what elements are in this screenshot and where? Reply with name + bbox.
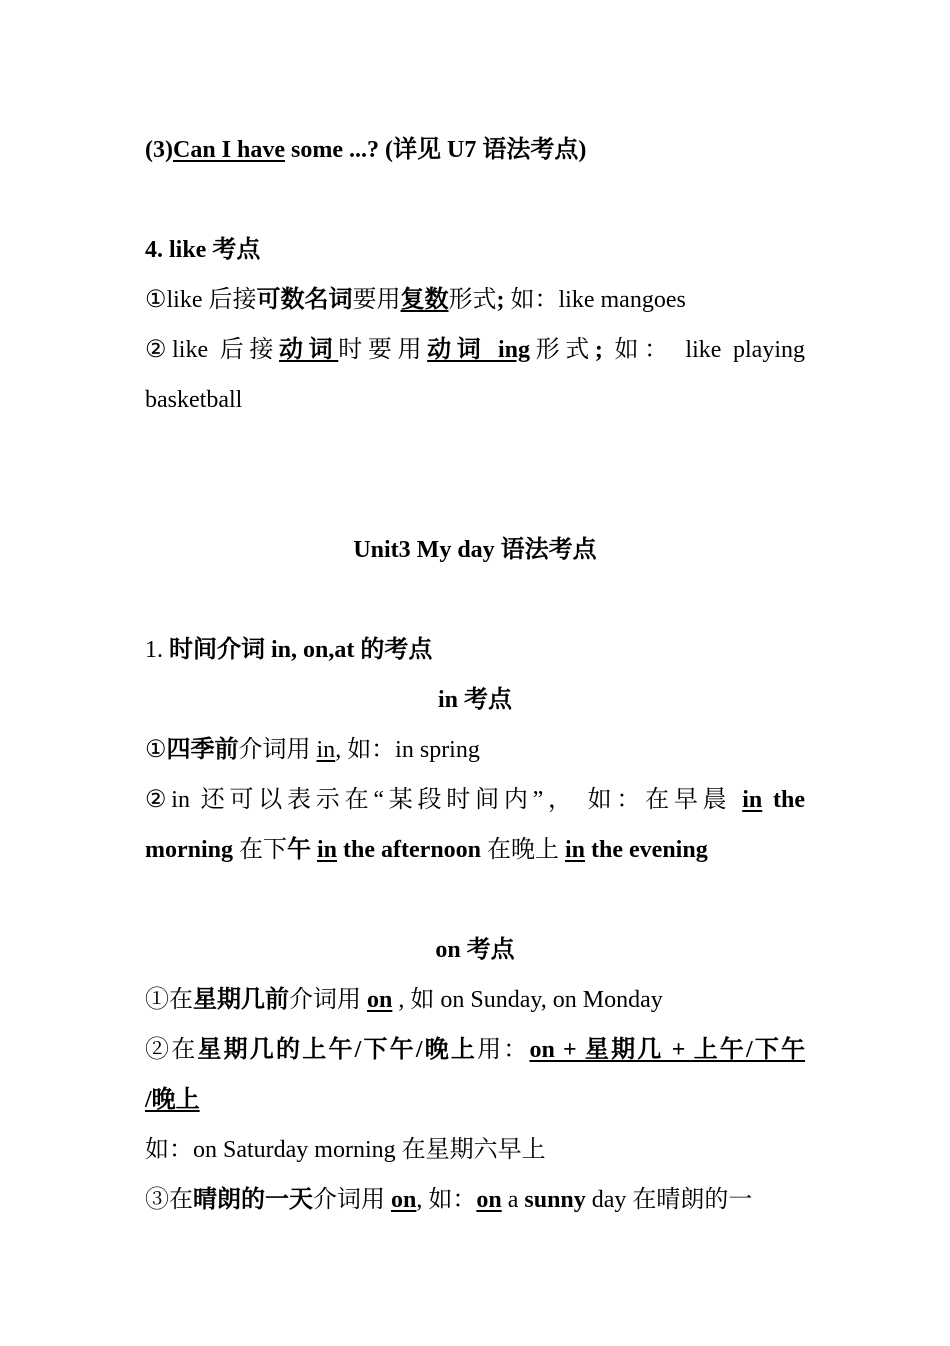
on-example: 如：on Saturday morning 在星期六早上 bbox=[145, 1137, 546, 1163]
on-item-2-continued: /晚上 bbox=[145, 1087, 200, 1113]
in-item-2-continued: morning 在下午 in the afternoon 在晚上 in the evening bbox=[145, 837, 708, 863]
spacer bbox=[145, 475, 805, 525]
like-item-1: ①like 后接可数名词要用复数形式; 如：like mangoes bbox=[145, 287, 686, 313]
document-page bbox=[145, 125, 805, 1225]
spacer bbox=[145, 875, 805, 925]
point-1-heading: 1. 时间介词 in, on,at 的考点 bbox=[145, 637, 433, 663]
on-item-2: ②在星期几的上午/下午/晚上用：on + 星期几 + 上午/下午 bbox=[145, 1037, 806, 1063]
can-i-have-text: Can I have bbox=[172, 137, 286, 163]
some-note: some ...? (详见 U7 语法考点) bbox=[285, 137, 587, 163]
in-section-title: in 考点 bbox=[437, 687, 512, 713]
on-item-3: ③在晴朗的一天介词用 on, 如：on a sunny day 在晴朗的一 bbox=[145, 1187, 753, 1213]
on-section-title: on 考点 bbox=[435, 937, 515, 963]
spacer bbox=[145, 575, 805, 625]
spacer bbox=[145, 175, 805, 225]
like-item-2-continued: basketball bbox=[145, 387, 243, 413]
label-3: (3) bbox=[145, 137, 173, 163]
in-item-2: ②in 还可以表示在“某段时间内”， 如：在早晨 in the bbox=[145, 787, 805, 813]
unit3-title: Unit3 My day 语法考点 bbox=[353, 537, 597, 563]
on-item-1: ①在星期几前介词用 on , 如 on Sunday, on Monday bbox=[145, 987, 663, 1013]
like-item-2: ②like 后接动词时要用动词 ing形式; 如： like playing bbox=[145, 337, 806, 363]
can-i-have-line bbox=[145, 125, 805, 175]
like-section-title: 4. like 考点 bbox=[145, 237, 261, 263]
in-item-1: ①四季前介词用 in, 如：in spring bbox=[145, 737, 480, 763]
spacer bbox=[145, 425, 805, 475]
